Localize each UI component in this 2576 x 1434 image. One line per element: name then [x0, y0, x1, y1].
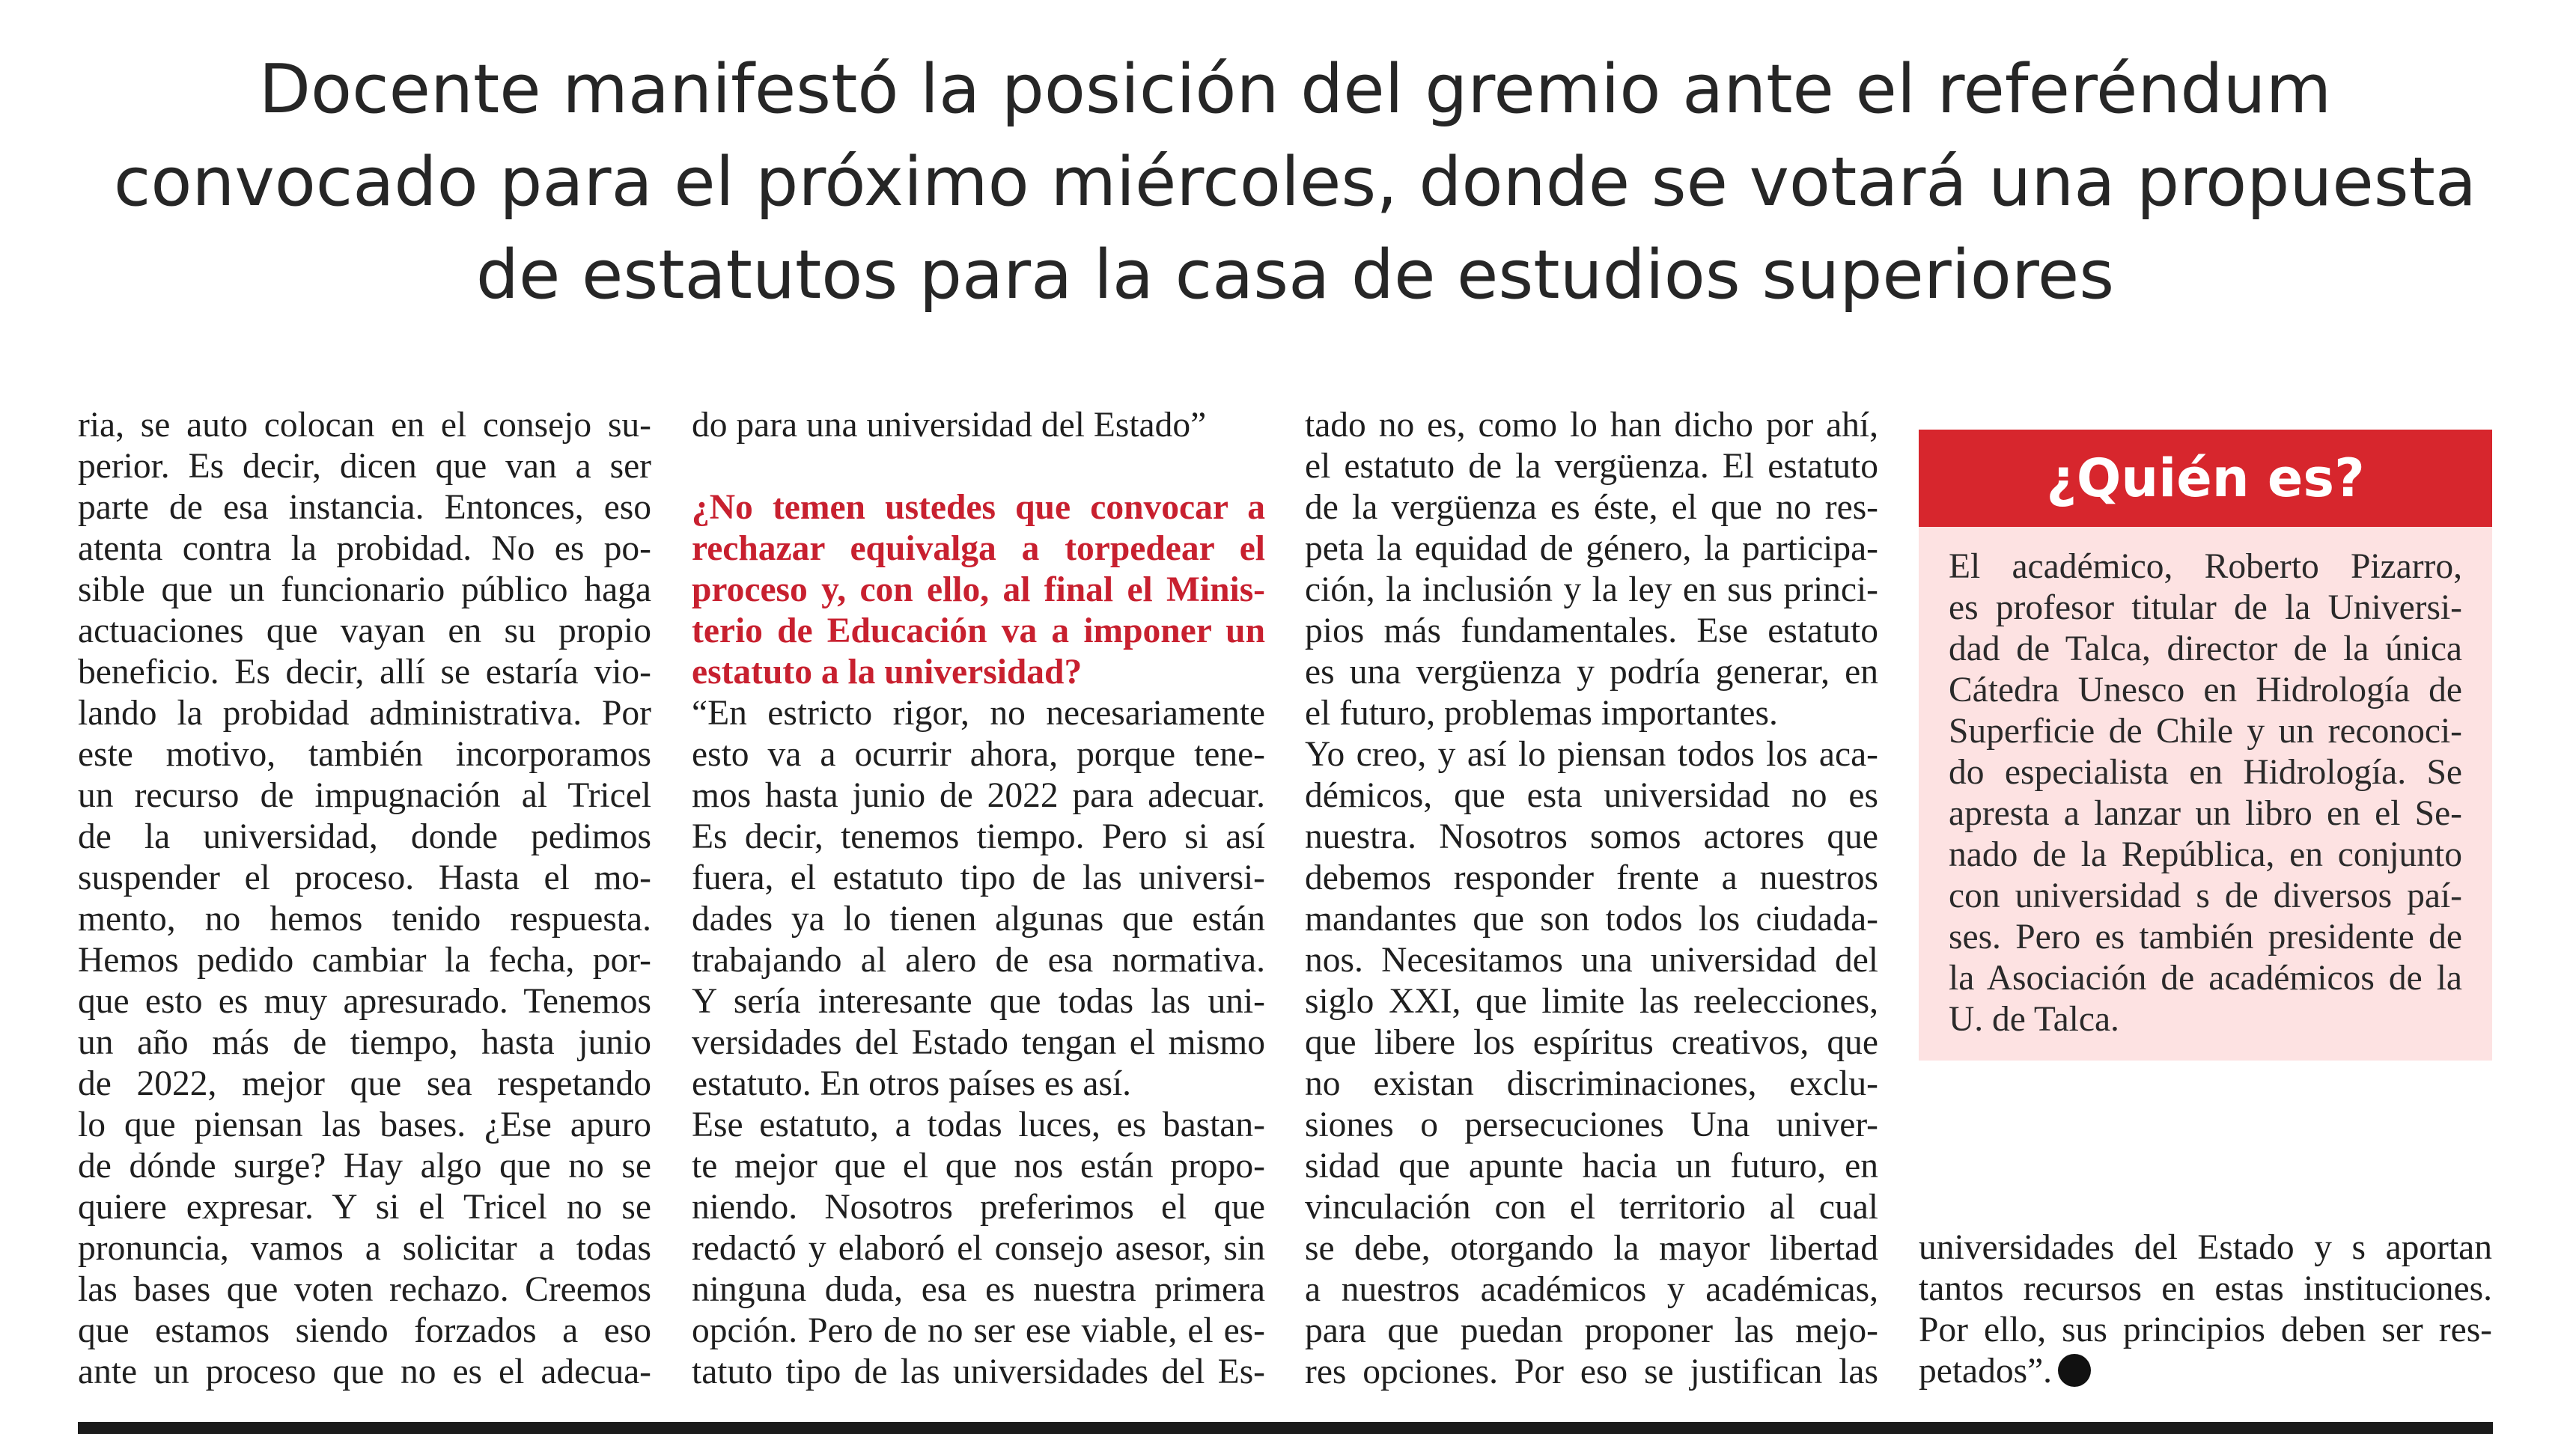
article-text-line: ante un proceso que no es el adecua- — [78, 1352, 651, 1391]
article-text-line: mandantes que son todos los ciudada- — [1305, 900, 1878, 939]
article-text-line: las bases que voten rechazo. Creemos — [78, 1270, 651, 1309]
sidebar-text-line: con universidad s de diversos paí- — [1949, 876, 2462, 915]
article-text-line: sible que un funcionario público haga — [78, 570, 651, 609]
sidebar-text-line: Superficie de Chile y un reconoci- — [1949, 712, 2462, 751]
article-text-line: mos hasta junio de 2022 para adecuar. — [692, 776, 1265, 815]
article-text-line: te mejor que el que nos están propo- — [692, 1147, 1265, 1186]
article-text-line: este motivo, también incorporamos — [78, 735, 651, 774]
sidebar-title: ¿Quién es? — [1919, 430, 2492, 527]
article-text-line: siones o persecuciones Una univer- — [1305, 1105, 1878, 1144]
article-text-line: de la vergüenza es éste, el que no res- — [1305, 488, 1878, 527]
article-text-line: sidad que apunte hacia un futuro, en — [1305, 1147, 1878, 1186]
article-text-line: Es decir, tenemos tiempo. Pero si así — [692, 817, 1265, 856]
article-text-line: petados”. — [1919, 1352, 2053, 1391]
article-text-line: ción, la inclusión y la ley en sus princi- — [1305, 570, 1878, 609]
article-text-line: a nuestros académicos y académicas, — [1305, 1270, 1878, 1309]
article-text-line: estatuto. En otros países es así. — [692, 1064, 1132, 1103]
article-text-line: un recurso de impugnación al Tricel — [78, 776, 651, 815]
article-text-line: no existan discriminaciones, exclu- — [1305, 1064, 1878, 1103]
article-text-line: Y sería interesante que todas las uni- — [692, 982, 1265, 1021]
article-text-line: do para una universidad del Estado” — [692, 406, 1207, 445]
article-text-line: démicos, que esta universidad no es — [1305, 776, 1878, 815]
article-text-line: que libere los espíritus creativos, que — [1305, 1023, 1878, 1062]
interview-question-line: estatuto a la universidad? — [692, 653, 1083, 692]
article-text-line: suspender el proceso. Hasta el mo- — [78, 858, 651, 897]
end-of-article-mark — [2058, 1354, 2091, 1387]
article-text-line: el futuro, problemas importantes. — [1305, 694, 1778, 733]
article-text-line: trabajando al alero de esa normativa. — [692, 941, 1265, 980]
article-text-line: tantos recursos en estas instituciones. — [1919, 1269, 2492, 1308]
article-text-line: nos. Necesitamos una universidad del — [1305, 941, 1878, 980]
quien-es-sidebar — [1919, 430, 2492, 1061]
article-text-line: tatuto tipo de las universidades del Es- — [692, 1352, 1265, 1391]
article-text-line: atenta contra la probidad. No es po- — [78, 529, 651, 568]
article-text-line: parte de esa instancia. Entonces, eso — [78, 488, 651, 527]
article-text-line: es una vergüenza y podría generar, en — [1305, 653, 1878, 692]
article-text-line: lando la probidad administrativa. Por — [78, 694, 651, 733]
article-text-line: se debe, otorgando la mayor libertad — [1305, 1229, 1878, 1268]
article-text-line: para que puedan proponer las mejo- — [1305, 1311, 1878, 1350]
interview-question-line: proceso y, con ello, al final el Minis- — [692, 570, 1265, 609]
article-text-line: debemos responder frente a nuestros — [1305, 858, 1878, 897]
headline-line: de estatutos para la casa de estudios superiores — [475, 236, 2115, 314]
article-text-line: opción. Pero de no ser ese viable, el es- — [692, 1311, 1265, 1350]
sidebar-text-line: do especialista en Hidrología. Se — [1949, 753, 2462, 792]
sidebar-text-line: la Asociación de académicos de la — [1949, 959, 2462, 998]
sidebar-text-line: ses. Pero es también presidente de — [1949, 918, 2462, 956]
article-text-line: res opciones. Por eso se justifican las — [1305, 1352, 1878, 1391]
sidebar-text-line: Cátedra Unesco en Hidrología de — [1949, 671, 2462, 710]
article-text-line: fuera, el estatuto tipo de las universi- — [692, 858, 1265, 897]
article-text-line: el estatuto de la vergüenza. El estatuto — [1305, 447, 1878, 486]
article-column-4 — [1919, 1227, 2492, 1392]
article-text-line: ria, se auto colocan en el consejo su- — [78, 406, 651, 445]
article-text-line: redactó y elaboró el consejo asesor, sin — [692, 1229, 1265, 1268]
article-text-line: tado no es, como lo han dicho por ahí, — [1305, 406, 1878, 445]
article-text-line: perior. Es decir, dicen que van a ser — [78, 447, 651, 486]
article-text-line: dades ya lo tienen algunas que están — [692, 900, 1265, 939]
headline — [75, 43, 2515, 322]
sidebar-text-line: dad de Talca, director de la única — [1949, 629, 2462, 668]
article-text-line: universidades del Estado y s aportan — [1919, 1228, 2492, 1267]
article-text-line: siglo XXI, que limite las reelecciones, — [1305, 982, 1878, 1021]
article-text-line: beneficio. Es decir, allí se estaría vio- — [78, 653, 651, 692]
article-column-3 — [1305, 405, 1878, 1393]
article-column-2 — [692, 405, 1265, 1393]
article-text-line: peta la equidad de género, la participa- — [1305, 529, 1878, 568]
article-text-line: de dónde surge? Hay algo que no se — [78, 1147, 651, 1186]
sidebar-body — [1949, 546, 2462, 1040]
article-text-line: de la universidad, donde pedimos — [78, 817, 651, 856]
interview-question-line: ¿No temen ustedes que convocar a — [692, 488, 1265, 527]
article-text-line: niendo. Nosotros preferimos el que — [692, 1188, 1265, 1227]
article-text-line: Ese estatuto, a todas luces, es bastan- — [692, 1105, 1265, 1144]
article-text-line: vinculación con el territorio al cual — [1305, 1188, 1878, 1227]
article-text-line: un año más de tiempo, hasta junio — [78, 1023, 651, 1062]
article-text-line: pronuncia, vamos a solicitar a todas — [78, 1229, 651, 1268]
article-text-line: actuaciones que vayan en su propio — [78, 611, 651, 650]
article-text-line: esto va a ocurrir ahora, porque tene- — [692, 735, 1265, 774]
interview-question-line: rechazar equivalga a torpedear el — [692, 529, 1265, 568]
bottom-rule — [78, 1422, 2493, 1434]
article-text-line: lo que piensan las bases. ¿Ese apuro — [78, 1105, 651, 1144]
article-text-line: ninguna duda, esa es nuestra primera — [692, 1270, 1265, 1309]
article-text-line: Hemos pedido cambiar la fecha, por- — [78, 941, 651, 980]
article-text-line: que estamos siendo forzados a eso — [78, 1311, 651, 1350]
article-text-line: quiere expresar. Y si el Tricel no se — [78, 1188, 651, 1227]
headline-line: Docente manifestó la posición del gremio ante el referéndum — [258, 50, 2332, 129]
article-text-line: mento, no hemos tenido respuesta. — [78, 900, 651, 939]
article-text-line: de 2022, mejor que sea respetando — [78, 1064, 651, 1103]
article-text-line: que esto es muy apresurado. Tenemos — [78, 982, 651, 1021]
article-text-line: nuestra. Nosotros somos actores que — [1305, 817, 1878, 856]
sidebar-text-line: El académico, Roberto Pizarro, — [1949, 547, 2462, 586]
sidebar-text-line: U. de Talca. — [1949, 1000, 2119, 1039]
headline-line: convocado para el próximo miércoles, donde se votará una propuesta — [113, 143, 2477, 222]
article-text-line: Por ello, sus principios deben ser res- — [1919, 1311, 2492, 1349]
sidebar-text-line: es profesor titular de la Universi- — [1949, 588, 2462, 627]
interview-question-line: terio de Educación va a imponer un — [692, 611, 1265, 650]
article-column-1 — [78, 405, 651, 1393]
article-text-line — [692, 446, 1265, 487]
article-text-line: Yo creo, y así lo piensan todos los aca- — [1305, 735, 1878, 774]
article-text-line: versidades del Estado tengan el mismo — [692, 1023, 1265, 1062]
article-text-line: pios más fundamentales. Ese estatuto — [1305, 611, 1878, 650]
sidebar-text-line: nado de la República, en conjunto — [1949, 835, 2462, 874]
article-text-line: “En estricto rigor, no necesariamente — [692, 694, 1265, 733]
sidebar-text-line: apresta a lanzar un libro en el Se- — [1949, 794, 2462, 833]
